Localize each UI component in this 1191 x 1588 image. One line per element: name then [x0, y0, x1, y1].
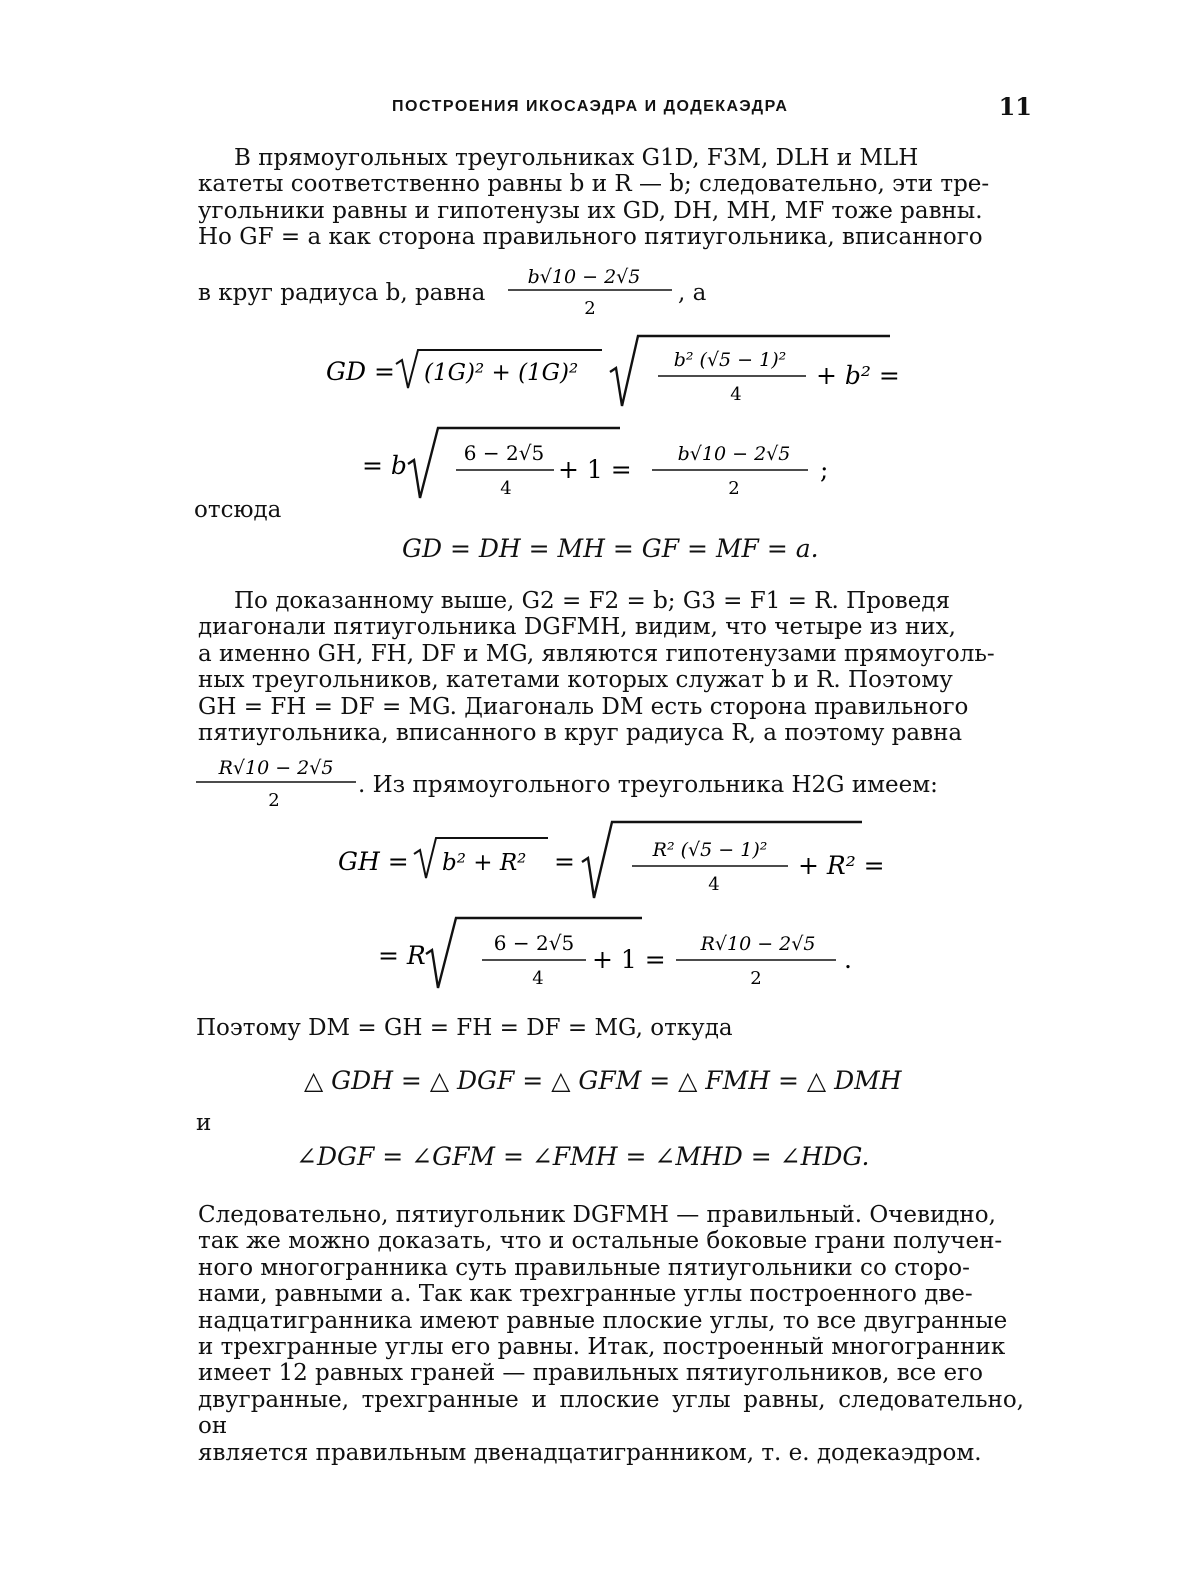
eq1-frac-den: 4	[730, 384, 742, 405]
p4-line-7: имеет 12 равных граней — правильных пятиугольников, все его	[198, 1360, 983, 1387]
p4-line-6: и трехгранные углы его равны. Итак, построенный многогранник	[198, 1334, 1006, 1361]
p4-line-1: Следовательно, пятиугольник DGFMH — правильный. Очевидно,	[198, 1202, 996, 1228]
eq4-frac-num: R² (√5 − 1)²	[652, 839, 768, 861]
page-number: 11	[998, 92, 1032, 121]
eq4-tail: + R² =	[798, 851, 885, 880]
p2-line-7	[194, 752, 1024, 812]
eq2-plus: + 1 =	[558, 455, 632, 484]
equation-6: △ GDH = △ DGF = △ GFM = △ FMH = △ DMH	[304, 1066, 902, 1095]
p4-line-8: двугранные, трехгранные и плоские углы равны, следовательно, он	[198, 1386, 1024, 1440]
page-header	[392, 92, 1032, 132]
paragraph-2	[198, 588, 1024, 746]
eq4-frac-den: 4	[708, 874, 720, 895]
p4-line-9: является правильным двенадцатигранником, т. е. додекаэдром.	[198, 1439, 982, 1466]
eq5-end: .	[844, 945, 852, 974]
p2-line-3: а именно GH, FH, DF и MG, являются гипотенузами прямоуголь-	[198, 640, 995, 667]
p1-line-5-suffix: , a	[678, 280, 707, 306]
p2-line-2: диагонали пятиугольника DGFMH, видим, что четыре из них,	[198, 614, 956, 641]
eq5-rhs-den: 2	[750, 968, 762, 989]
eq5-lhs: = R	[378, 941, 426, 970]
eq2-lhs: = b	[362, 451, 407, 480]
paragraph-4	[198, 1202, 1024, 1466]
equation-2	[358, 422, 858, 502]
eq2-rhs-num: b√10 − 2√5	[677, 443, 791, 465]
paragraph-1	[198, 145, 1024, 251]
p1-line-1: В прямоугольных треугольниках G1D, F3M, DLH и MLH	[234, 145, 919, 171]
eq2-end: ;	[820, 455, 829, 484]
p2-line-6: пятиугольника, вписанного в круг радиуса R, а поэтому равна	[198, 720, 963, 747]
eq1-rad1: (1G)² + (1G)²	[424, 360, 579, 386]
equation-3: GD = DH = MH = GF = MF = a.	[402, 534, 819, 563]
p2-line-5: GH = FH = DF = MG. Диагональ DM есть сторона правильного	[198, 693, 969, 720]
p1-line-5-prefix: в круг радиуса b, равна	[198, 280, 486, 306]
p2-line-7-suffix: . Из прямоугольного треугольника H2G имеем:	[358, 772, 938, 798]
p1-line-2: катеты соответственно равны b и R — b; следовательно, эти тре-	[198, 171, 990, 198]
eq2-rhs-den: 2	[728, 478, 740, 499]
p2-frac-num: R√10 − 2√5	[218, 757, 334, 779]
p4-line-3: ного многогранника суть правильные пятиугольники со сторо-	[198, 1254, 970, 1281]
eq1-frac-num: b² (√5 − 1)²	[673, 349, 787, 371]
equation-5	[374, 912, 874, 992]
eq5-frac-num: 6 − 2√5	[493, 931, 575, 955]
p4-line-4: нами, равными a. Так как трехгранные углы построенного две-	[198, 1281, 973, 1308]
p4-line-2: так же можно доказать, что и остальные боковые грани получен-	[198, 1228, 1003, 1255]
p2-frac-den: 2	[268, 790, 280, 811]
equation-7: ∠DGF = ∠GFM = ∠FMH = ∠MHD = ∠HDG.	[296, 1142, 870, 1171]
eq4-rad1: b² + R²	[442, 850, 527, 876]
p1-frac-num: b√10 − 2√5	[527, 266, 641, 288]
p4-line-5: надцатигранника имеют равные плоские углы, то все двугранные	[198, 1307, 1008, 1334]
p1-inline-fraction	[504, 262, 684, 320]
word-otsyuda: отсюда	[194, 497, 282, 523]
equation-1	[320, 328, 920, 408]
p2-line-4: ных треугольников, катетами которых служат b и R. Поэтому	[198, 667, 953, 694]
word-i: и	[196, 1110, 212, 1136]
p1-line-4: Но GF = a как сторона правильного пятиугольника, вписанного	[198, 224, 983, 251]
p2-line-1: По доказанному выше, G2 = F2 = b; G3 = F1 = R. Проведя	[234, 588, 951, 614]
p1-line-3: угольники равны и гипотенузы их GD, DH, MH, MF тоже равны.	[198, 197, 983, 224]
paragraph-3: Поэтому DM = GH = FH = DF = MG, откуда	[196, 1015, 733, 1041]
p1-line-5	[198, 262, 798, 320]
p1-frac-den: 2	[584, 298, 596, 319]
eq5-rhs-num: R√10 − 2√5	[700, 933, 816, 955]
eq1-tail: + b² =	[816, 361, 900, 390]
eq4-lhs: GH =	[338, 847, 409, 876]
eq2-frac-num: 6 − 2√5	[463, 441, 545, 465]
eq2-frac-den: 4	[500, 478, 512, 499]
eq5-plus: + 1 =	[592, 945, 666, 974]
eq4-eq: =	[554, 847, 575, 876]
eq5-frac-den: 4	[532, 968, 544, 989]
equation-4	[332, 814, 902, 900]
eq1-lhs: GD =	[326, 357, 395, 386]
p2-inline-fraction	[194, 752, 364, 812]
running-title: ПОСТРОЕНИЯ ИКОСАЭДРА И ДОДЕКАЭДРА	[392, 98, 789, 115]
